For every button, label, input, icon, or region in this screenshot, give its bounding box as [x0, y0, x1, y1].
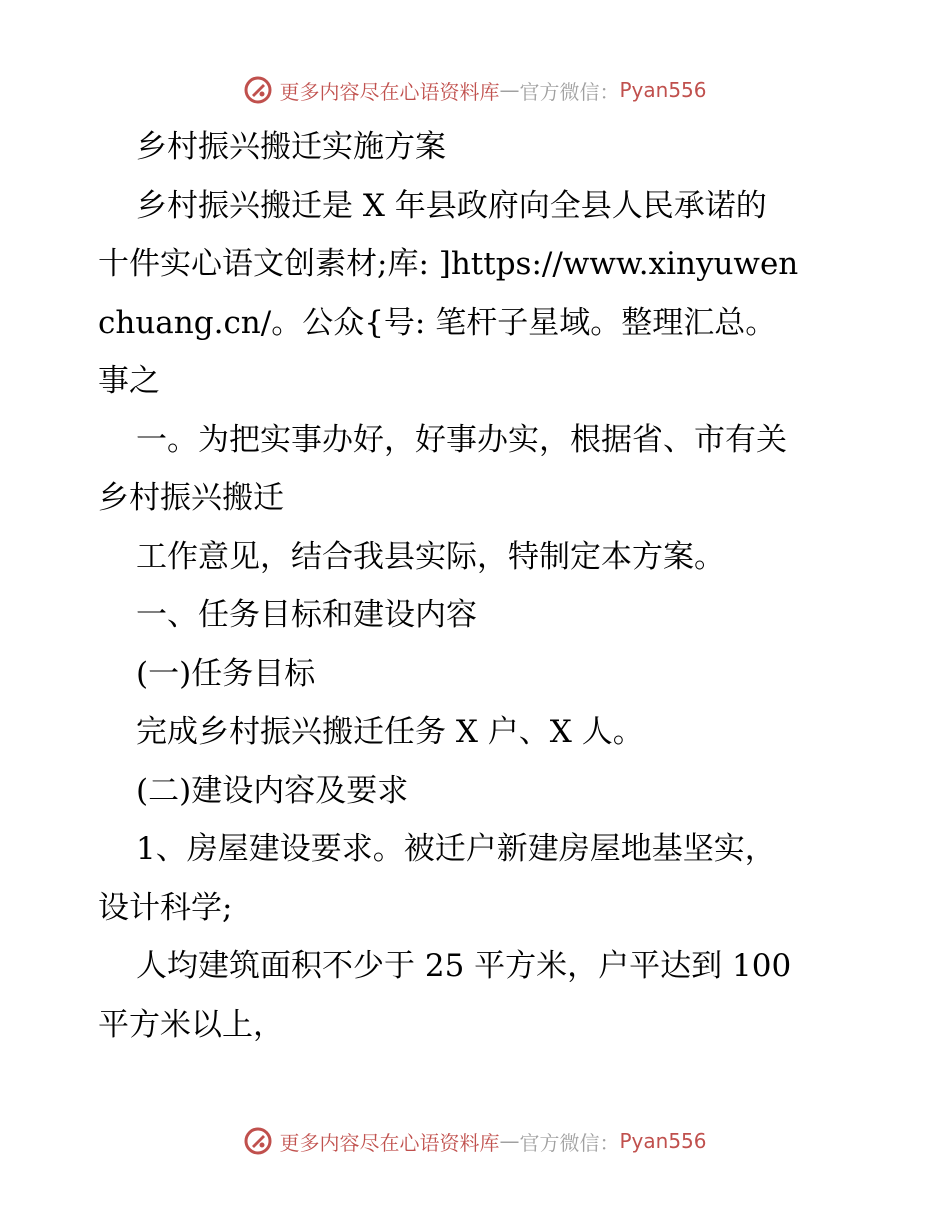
header-banner: [0, 70, 950, 110]
quill-seal-icon: [243, 1126, 273, 1156]
footer-wechat-label: 官方微信：: [519, 1130, 620, 1155]
paragraph-line: 设计科学;: [98, 889, 233, 926]
subsection-heading: (二)建设内容及要求: [136, 772, 409, 809]
paragraph-line: 平方米以上，: [98, 1006, 284, 1043]
header-text: 更多内容尽在心语资料库: [279, 79, 500, 104]
section-heading: 一、任务目标和建设内容: [136, 597, 477, 633]
paragraph-line: chuang.cn/。公众{号: 笔杆子星域。整理汇总。: [98, 304, 777, 341]
footer-banner: [0, 1121, 950, 1161]
paragraph-line: 1、房屋建设要求。被迁户新建房屋地基坚实，: [136, 831, 776, 867]
paragraph-line: 人均建筑面积不少于 25 平方米，户平达到 100: [136, 948, 792, 984]
paragraph-line: 工作意见，结合我县实际，特制定本方案。: [136, 538, 725, 575]
header-wechat-label: 官方微信：: [519, 79, 620, 104]
subsection-heading: (一)任务目标: [136, 655, 316, 692]
footer-text: 更多内容尽在心语资料库: [279, 1130, 500, 1155]
document-body: [98, 118, 858, 1054]
paragraph-line: 乡村振兴搬迁是 X 年县政府向全县人民承诺的: [136, 187, 767, 224]
paragraph-line: 完成乡村振兴搬迁任务 X 户、X 人。: [136, 714, 644, 750]
paragraph-line: 乡村振兴搬迁: [98, 480, 284, 516]
paragraph-line: 十件实心语文创素材;库: ]https://www.xinyuwen: [98, 246, 799, 282]
paragraph-line: 一。为把实事办好，好事办实，根据省、市有关: [136, 421, 787, 458]
footer-wechat-id: Pyan556: [619, 1129, 707, 1153]
paragraph-line: 事之: [98, 363, 160, 399]
quill-seal-icon: [243, 75, 273, 105]
header-wechat-id: Pyan556: [619, 78, 707, 102]
document-title: 乡村振兴搬迁实施方案: [136, 129, 446, 165]
header-separator: —: [499, 78, 520, 102]
footer-separator: —: [499, 1129, 520, 1153]
